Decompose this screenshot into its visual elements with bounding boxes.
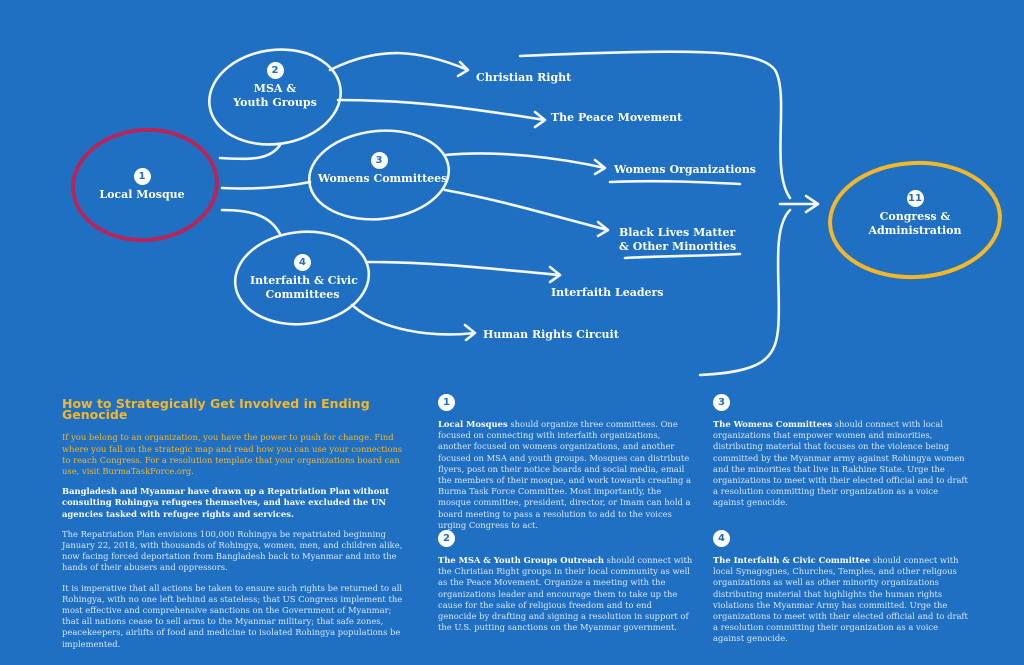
- bracket-underline-blm: [625, 254, 740, 258]
- arrow-to-congress: [780, 196, 818, 212]
- target-peace-movement: The Peace Movement: [551, 111, 683, 124]
- node-label-line1: Congress &: [879, 210, 951, 223]
- arrow-mosque-womens: [222, 182, 310, 189]
- node-number: 4: [294, 254, 311, 271]
- step-1-title: Local Mosques: [438, 419, 508, 429]
- arrow-mosque-msa: [220, 145, 280, 159]
- step-3-title: The Womens Committees: [713, 419, 833, 429]
- arrow-interfaith-human: [352, 305, 475, 340]
- node-number: 1: [134, 168, 151, 185]
- node-local-mosque: [92, 168, 192, 202]
- node-label-line1: Interfaith & Civic: [250, 274, 358, 287]
- intro-p2: Bangladesh and Myanmar have drawn up a Repatriation Plan without consulting Rohingya refugees themselves, and have excluded the UN agencies tasked with refugee rights and services.: [62, 486, 390, 519]
- node-interfaith-civic: [250, 254, 358, 302]
- intro-p3: The Repatriation Plan envisions 100,000 Rohingya be repatriated beginning January 22, 2018, with thousands of Rohingya, women, men, and children alike, now facing forced deportation from Bangladesh back to Myanmar and into the hands of their abusers and oppressors.: [62, 528, 403, 573]
- step-2-text: should connect with the Christian Right groups in their local community as well as the Peace Movement. Organize a meeting with the organizations leader and encourage them to take up the cause for the sake of religious freedom and to end genocide by drafting and signing a resolution in support of the U.S. putting sanctions on the Myanmar government.: [438, 555, 693, 633]
- step-2-title: The MSA & Youth Groups Outreach: [438, 555, 604, 565]
- target-christian-right: Christian Right: [476, 71, 572, 84]
- arrow-msa-christian: [330, 53, 468, 76]
- step-3-badge: 3: [713, 394, 730, 411]
- step-1-badge: 1: [438, 394, 455, 411]
- arrow-msa-peace: [338, 100, 545, 127]
- step-4-text: should connect with local Synagogues, Churches, Temples, and other religous organizations as well as other minority organizations distributing material that highlights the human rights violations the Myanmar Army has committed. Urge the organizations to meet with their elected official and to draft a resolution committing their organization as a voice against genocide.: [713, 555, 968, 644]
- arrow-womens-blm: [445, 190, 608, 236]
- node-label-line2: Administration: [868, 224, 962, 237]
- intro-column: [62, 398, 407, 659]
- step-3: [713, 394, 968, 518]
- node-number: 3: [371, 152, 388, 169]
- node-label-line2: Committees: [265, 288, 340, 301]
- arrow-interfaith-leaders: [366, 262, 560, 282]
- node-label: Local Mosque: [99, 188, 185, 201]
- node-label: Womens Committees: [318, 172, 448, 185]
- target-blm-line1: Black Lives Matter: [619, 226, 736, 239]
- target-blm: [619, 226, 736, 254]
- node-womens-committees: [318, 152, 448, 186]
- target-womens-orgs: Womens Organizations: [614, 163, 756, 176]
- node-congress: [860, 190, 970, 238]
- intro-p1: If you belong to an organization, you have the power to push for change. Find where you fall on the strategic map and read how you can use your connections to reach Congress. For a resolution template that your organizations board can use, visit BurmaTaskForce.org.: [62, 432, 403, 477]
- step-4-title: The Interfaith & Civic Committee: [713, 555, 871, 565]
- arrow-womens-orgs: [445, 153, 605, 174]
- bracket-underline-womens: [610, 181, 740, 184]
- intro-heading: How to Strategically Get Involved in Ending Genocide: [62, 396, 370, 423]
- node-msa-youth: [230, 62, 320, 110]
- node-number: 2: [267, 62, 284, 79]
- node-label-line2: Youth Groups: [233, 96, 317, 109]
- step-4-badge: 4: [713, 530, 730, 547]
- step-4: [713, 530, 968, 654]
- arrow-mosque-interfaith: [222, 210, 280, 234]
- intro-p4: It is imperative that all actions be taken to ensure such rights be returned to all Rohingya, with no one left behind as stateless; that US Congress implement the most effective and comprehensive sanctions on the Government of Myanmar; that all nations cease to sell arms to the Myanmar military; that safe zones, peacekeepers, airlifts of food and medicine to isolated Rohingya populations be implemented.: [62, 582, 403, 649]
- step-1: [438, 394, 693, 540]
- step-2-badge: 2: [438, 530, 455, 547]
- node-number: 11: [907, 190, 924, 207]
- target-human-rights: Human Rights Circuit: [483, 328, 619, 341]
- step-2: [438, 530, 693, 642]
- target-interfaith-leaders: Interfaith Leaders: [551, 286, 664, 299]
- step-1-text: should organize three committees. One focused on connecting with interfaith organizations, another focused on womens organizations, and another focused on MSA and youth groups. Mosques can distribute flyers, post on their notice boards and social media, email the members of their mosque, and work towards creating a Burma Task Force Committee. Most importantly, the mosque committee, president, director, or Imam can hold a board meeting to pass a resolution to add to the voices urging Congress to act.: [438, 419, 692, 530]
- target-blm-line2: & Other Minorities: [619, 240, 737, 253]
- node-label-line1: MSA &: [253, 82, 297, 95]
- step-3-text: should connect with local organizations that empower women and minorities, distributing material that focuses on the violence being committed by the Myanmar army against Rohingya women and the minorities that live in Rakhine State. Urge the organizations to meet with their elected official and to draft a resolution committing their organization as a voice against genocide.: [713, 419, 968, 508]
